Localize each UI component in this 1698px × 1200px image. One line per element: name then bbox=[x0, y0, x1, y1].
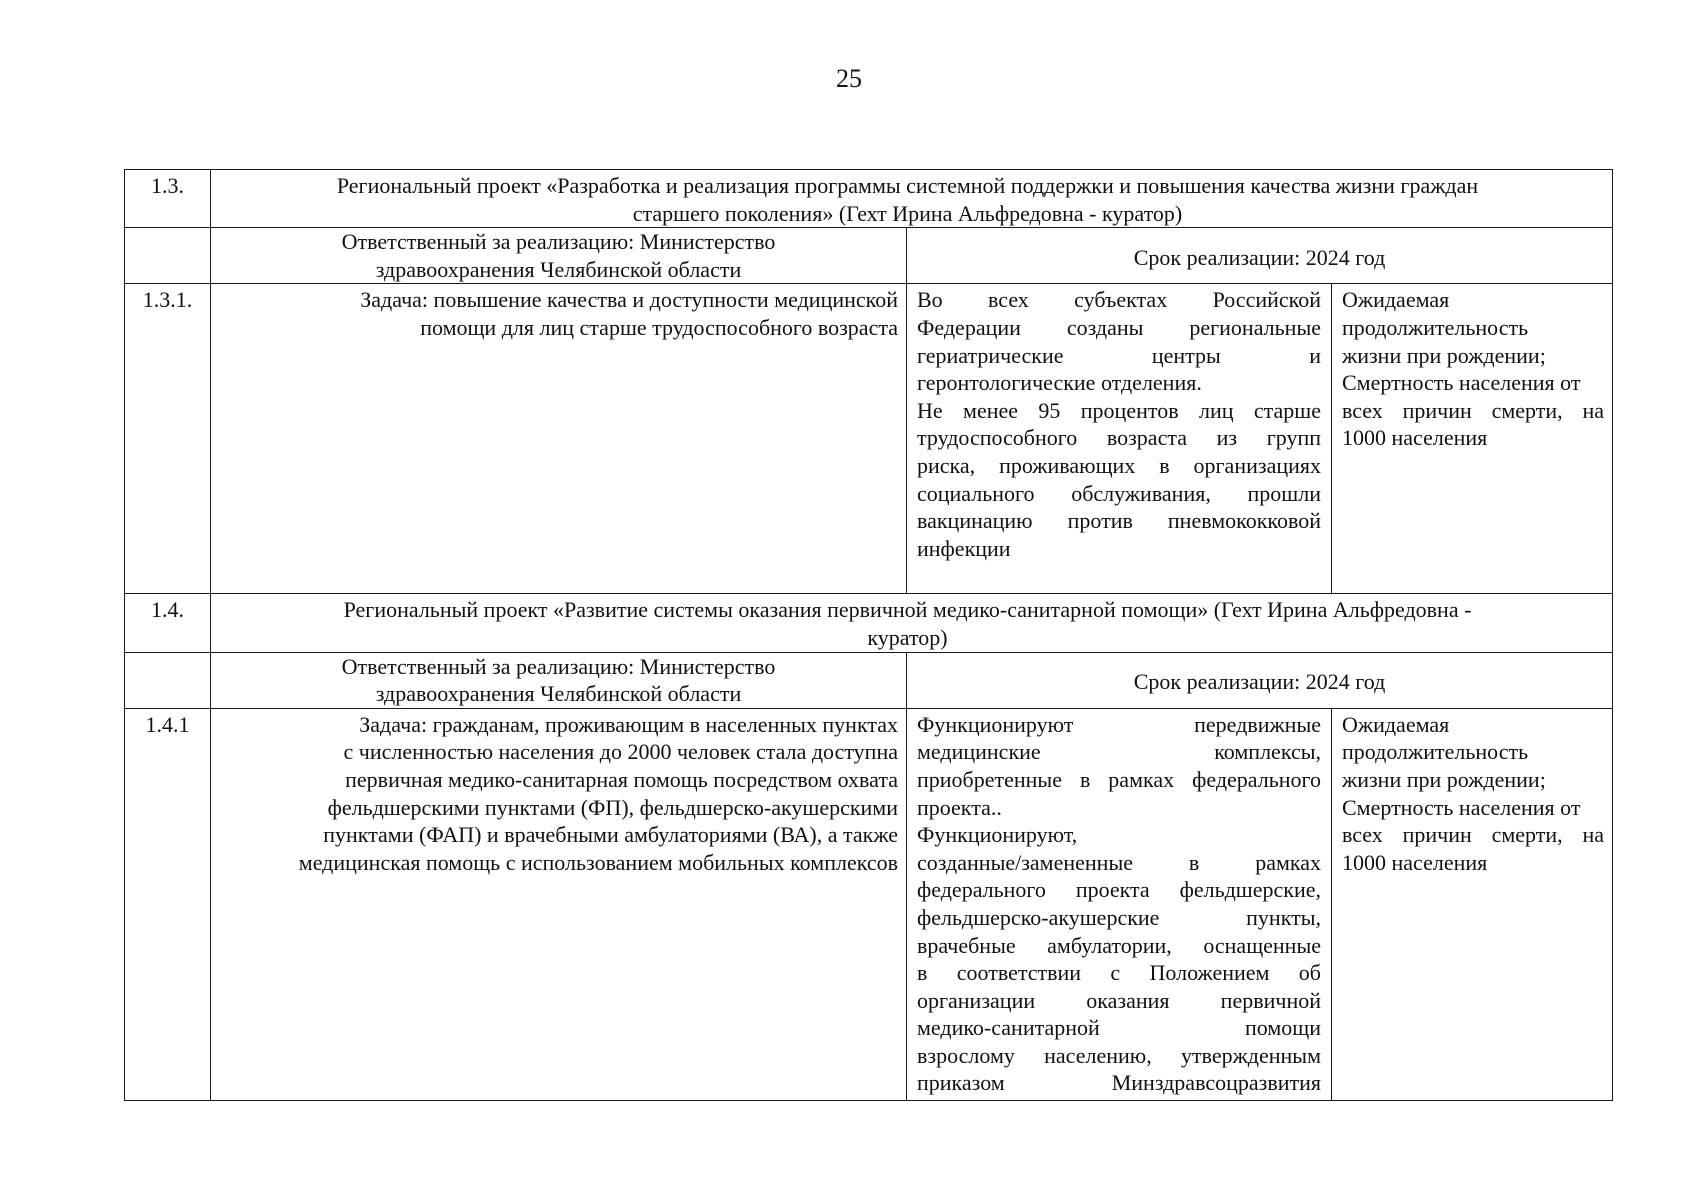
task-text-line: первичная медико-санитарная помощь посредством охвата bbox=[345, 766, 898, 792]
result-line: Федерации созданы региональные bbox=[917, 314, 1321, 340]
result-line: трудоспособного возраста из групп bbox=[917, 425, 1321, 451]
result-line: социального обслуживания, прошли bbox=[917, 480, 1321, 506]
indicator-line: продолжительность bbox=[1342, 314, 1529, 340]
result-line: фельдшерско-акушерские пункты, bbox=[917, 904, 1321, 930]
indicator-line: жизни при рождении; bbox=[1342, 342, 1546, 368]
result-line: гериатрические центры и bbox=[917, 342, 1321, 368]
responsible-cell bbox=[211, 652, 907, 708]
indicator-line: продолжительность bbox=[1342, 739, 1529, 765]
result-line: инфекции bbox=[917, 535, 1011, 561]
task-number: 1.4.1 bbox=[125, 708, 211, 1100]
responsible-line: здравоохранения Челябинской области bbox=[375, 256, 742, 282]
responsible-row bbox=[125, 228, 1613, 284]
project-title-line: старшего поколения» (Гехт Ирина Альфредовна - куратор) bbox=[632, 200, 1183, 226]
result-line: приобретенные в рамках федерального bbox=[917, 766, 1321, 792]
project-title-line: Региональный проект «Развитие системы оказания первичной медико-санитарной помощи» (Гехт Ирина Альфредовна - bbox=[343, 597, 1472, 623]
result-line: Функционируют, bbox=[917, 822, 1078, 848]
task-text bbox=[211, 708, 907, 1100]
task-text-line: фельдшерскими пунктами (ФП), фельдшерско-акушерскими bbox=[327, 794, 898, 820]
indicator-line: Ожидаемая bbox=[1342, 711, 1450, 737]
task-text-line: Задача: повышение качества и доступности медицинской bbox=[360, 287, 898, 313]
indicator-line: 1000 населения bbox=[1342, 425, 1488, 451]
deadline-cell: Срок реализации: 2024 год bbox=[907, 652, 1613, 708]
result-line: медико-санитарной помощи bbox=[917, 1015, 1321, 1041]
result-line: Функционируют передвижные bbox=[917, 711, 1321, 737]
project-title-line: Региональный проект «Разработка и реализация программы системной поддержки и повышения качества жизни граждан bbox=[336, 173, 1479, 198]
project-header-row bbox=[125, 170, 1613, 228]
page-number: 25 bbox=[836, 64, 862, 93]
indicator-text bbox=[1332, 708, 1613, 1100]
deadline-cell: Срок реализации: 2024 год bbox=[907, 228, 1613, 284]
task-text-line: Задача: гражданам, проживающим в населенных пунктах bbox=[359, 711, 898, 737]
result-line: взрослому населению, утвержденным bbox=[917, 1042, 1321, 1068]
result-line: проекта.. bbox=[917, 794, 1002, 820]
responsible-line: Ответственный за реализацию: Министерство bbox=[341, 653, 776, 679]
empty-cell bbox=[125, 228, 211, 284]
result-line: созданные/замененные в рамках bbox=[917, 849, 1321, 875]
project-table bbox=[124, 169, 1613, 1101]
indicator-line: жизни при рождении; bbox=[1342, 766, 1546, 792]
section-number: 1.4. bbox=[125, 594, 211, 652]
result-line: медицинские комплексы, bbox=[917, 739, 1321, 765]
result-line: риска, проживающих в организациях bbox=[917, 452, 1321, 478]
task-text-line: помощи для лиц старше трудоспособного возраста bbox=[420, 314, 898, 340]
result-line: врачебные амбулатории, оснащенные bbox=[917, 932, 1321, 958]
result-line: федерального проекта фельдшерские, bbox=[917, 877, 1321, 903]
result-line: в соответствии с Положением об bbox=[917, 960, 1321, 986]
result-line: Во всех субъектах Российской bbox=[917, 287, 1321, 313]
task-row bbox=[125, 708, 1613, 1100]
indicator-text bbox=[1332, 284, 1613, 594]
result-line: геронтологические отделения. bbox=[917, 370, 1202, 396]
task-number: 1.3.1. bbox=[125, 284, 211, 594]
task-text-line: с численностью населения до 2000 человек стала доступна bbox=[343, 739, 898, 765]
task-row bbox=[125, 284, 1613, 594]
indicator-line: Ожидаемая bbox=[1342, 287, 1450, 313]
result-line: организации оказания первичной bbox=[917, 987, 1321, 1013]
project-title bbox=[211, 170, 1613, 228]
section-number: 1.3. bbox=[125, 170, 211, 228]
project-header-row bbox=[125, 594, 1613, 652]
result-line: Не менее 95 процентов лиц старше bbox=[917, 397, 1321, 423]
empty-cell bbox=[125, 652, 211, 708]
responsible-line: здравоохранения Челябинской области bbox=[375, 681, 742, 707]
indicator-line: 1000 населения bbox=[1342, 849, 1488, 875]
result-text bbox=[907, 284, 1332, 594]
project-title bbox=[211, 594, 1613, 652]
indicator-line: всех причин смерти, на bbox=[1342, 822, 1604, 848]
indicator-line: Смертность населения от bbox=[1342, 794, 1581, 820]
responsible-line: Ответственный за реализацию: Министерство bbox=[341, 229, 776, 255]
task-text bbox=[211, 284, 907, 594]
result-text bbox=[907, 708, 1332, 1100]
indicator-line: Смертность населения от bbox=[1342, 370, 1581, 396]
responsible-row bbox=[125, 652, 1613, 708]
task-text-line: пунктами (ФАП) и врачебными амбулаториями (ВА), а также bbox=[323, 822, 898, 848]
project-title-line: куратор) bbox=[867, 624, 948, 650]
task-text-line: медицинская помощь с использованием мобильных комплексов bbox=[298, 849, 898, 875]
indicator-line: всех причин смерти, на bbox=[1342, 397, 1604, 423]
result-line: приказом Минздравсоцразвития bbox=[917, 1070, 1321, 1096]
responsible-cell bbox=[211, 228, 907, 284]
result-line: вакцинацию против пневмококковой bbox=[917, 508, 1321, 534]
